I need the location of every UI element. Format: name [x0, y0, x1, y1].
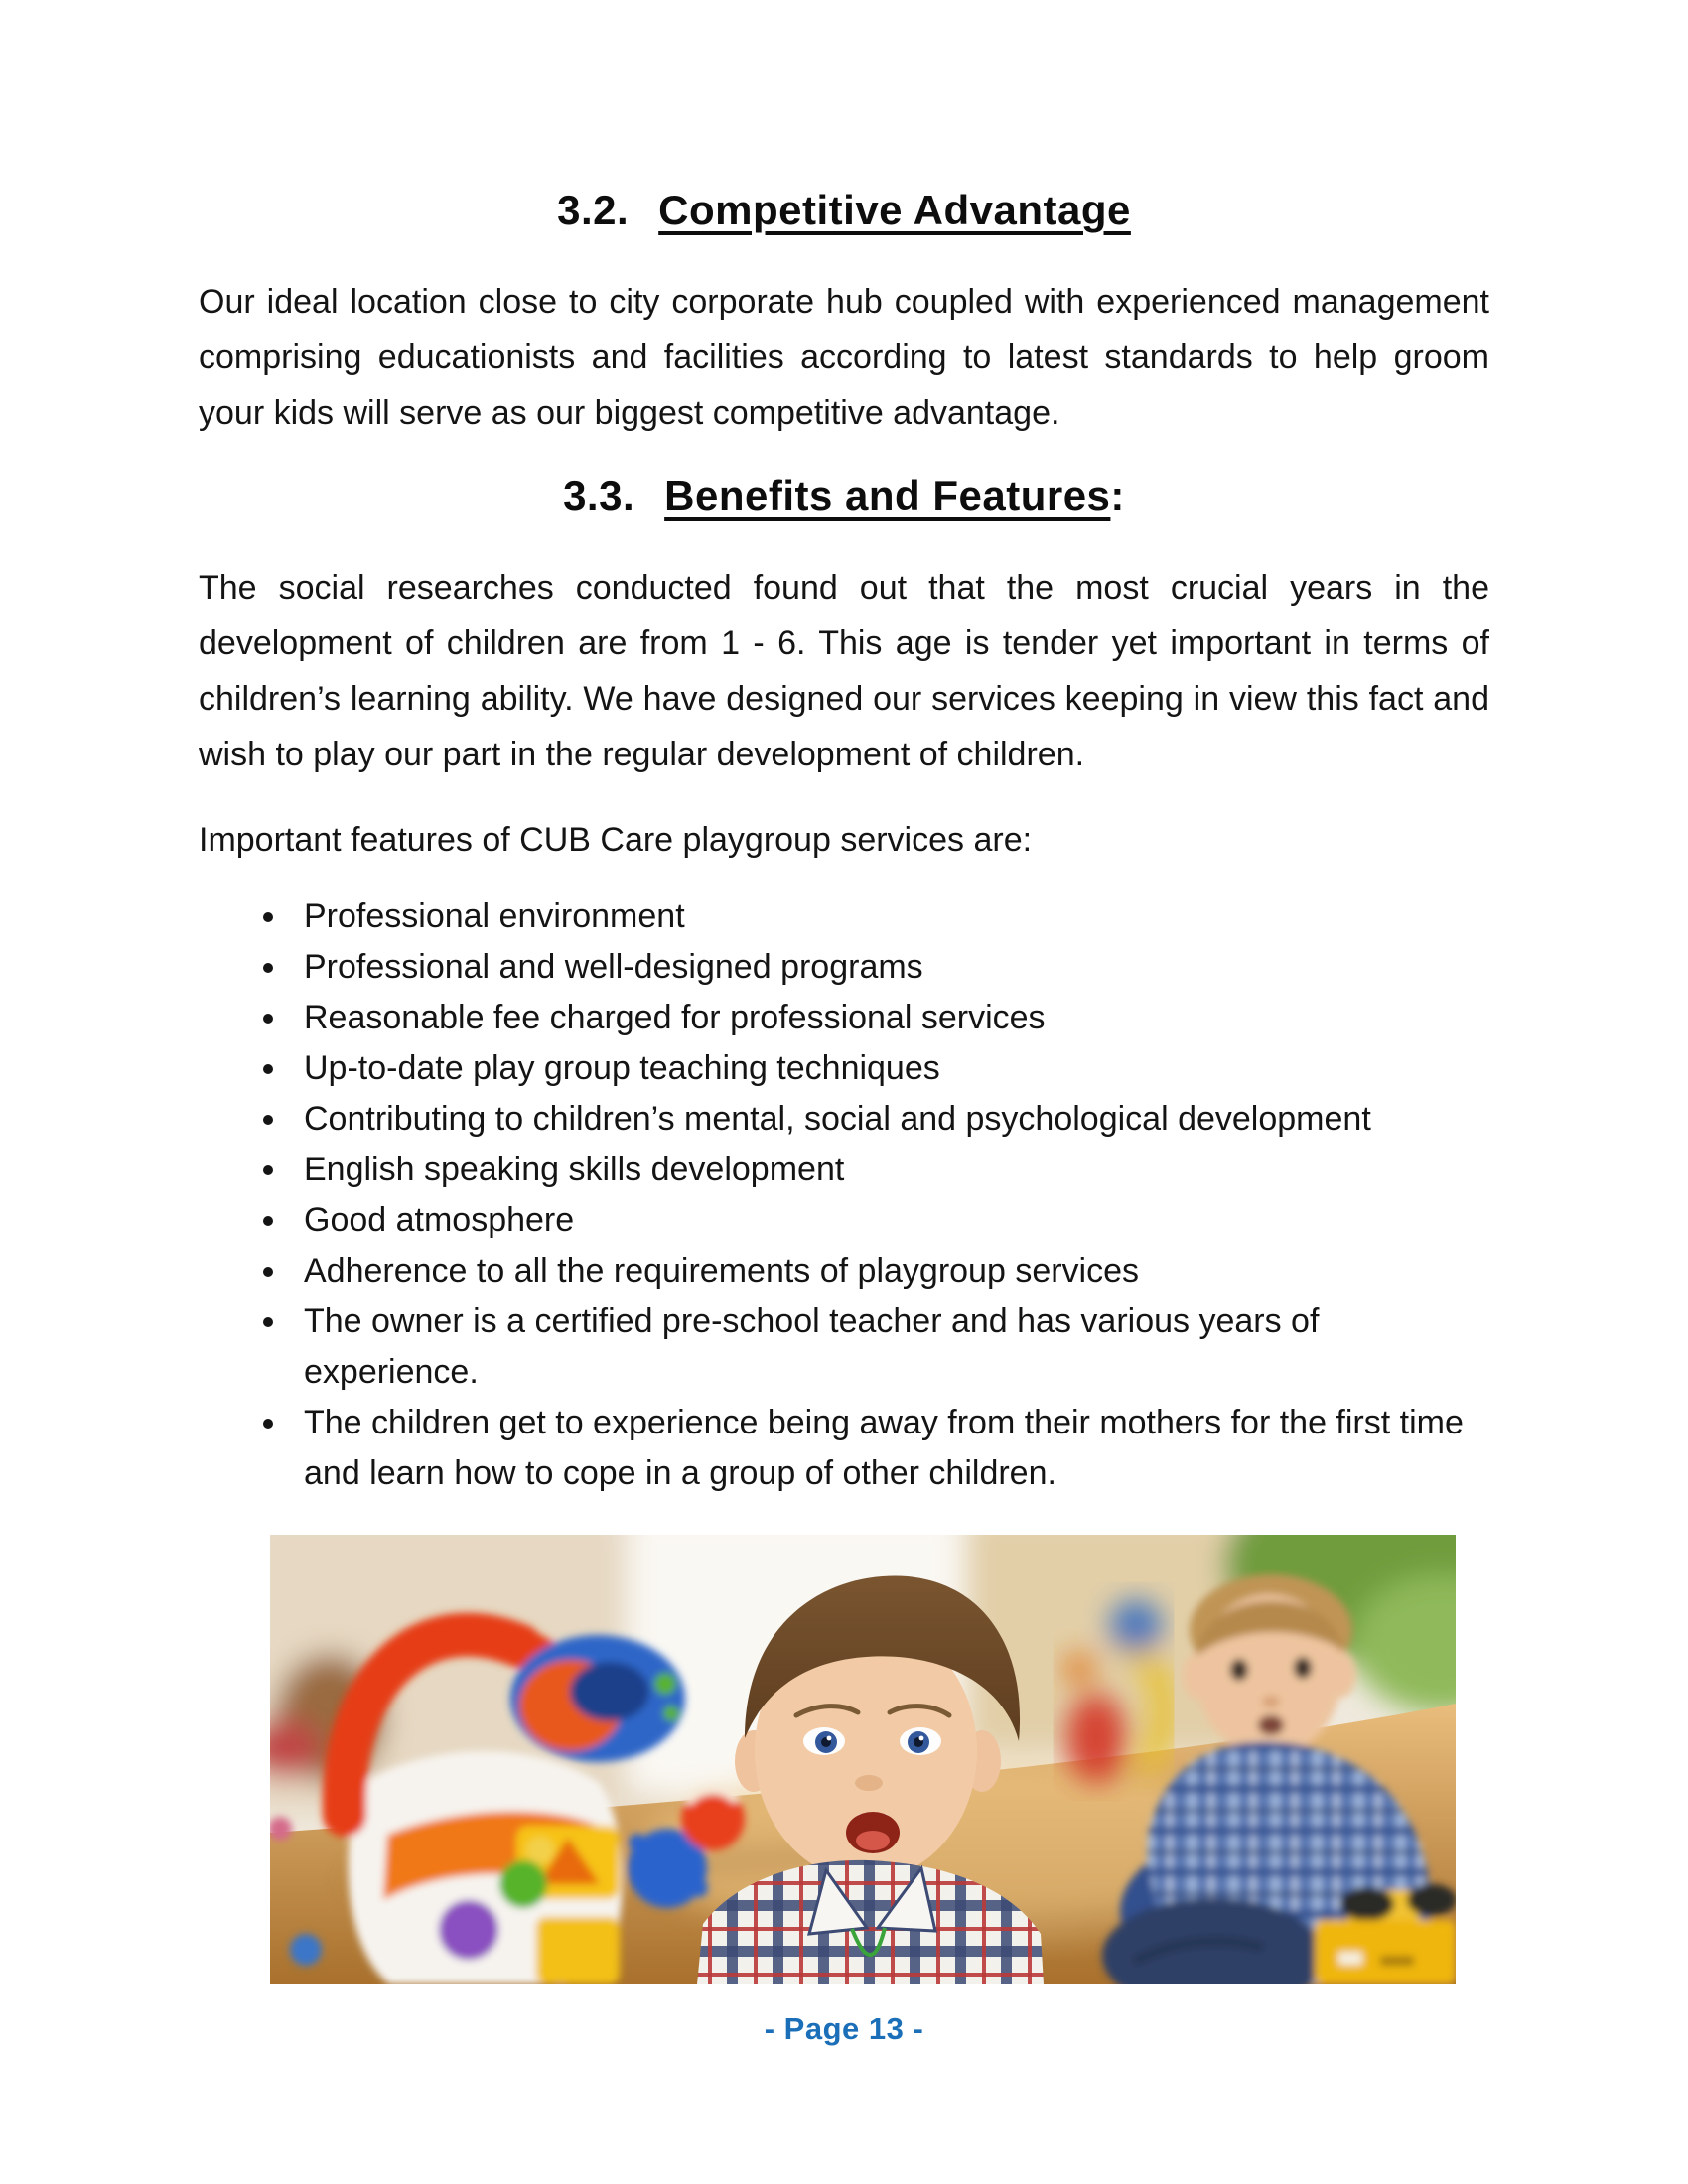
feature-item: • The owner is a certified pre-school teacher and has various years of experience. — [290, 1297, 1489, 1398]
heading-benefits-features — [199, 471, 1489, 522]
feature-item: • Contributing to children’s mental, social and psychological development — [290, 1094, 1489, 1145]
heading-competitive-advantage — [199, 185, 1489, 236]
heading-number: 3.3. — [563, 473, 635, 519]
heading-number: 3.2. — [557, 187, 630, 233]
paragraph-competitive-advantage: Our ideal location close to city corporate hub coupled with experienced management comprising educationists and facilities according to latest standards to help groom your kids will serve as our biggest competitive advantage. — [199, 283, 1489, 432]
children-photo — [270, 1535, 1456, 1984]
feature-item: • Professional environment — [290, 891, 1489, 942]
feature-item: • English speaking skills development — [290, 1145, 1489, 1195]
heading-title: Competitive Advantage — [658, 187, 1131, 233]
paragraph-features-intro: Important features of CUB Care playgroup services are: — [199, 821, 1033, 859]
features-list — [199, 891, 1489, 1499]
heading-suffix: : — [1110, 473, 1125, 519]
feature-item: • The children get to experience being away from their mothers for the first time and learn how to cope in a group of other children. — [290, 1398, 1489, 1499]
feature-item: • Adherence to all the requirements of playgroup services — [290, 1246, 1489, 1297]
feature-item: • Professional and well-designed programs — [290, 942, 1489, 993]
paragraph-benefits-features: The social researches conducted found out that the most crucial years in the development of children are from 1 - 6. This age is tender yet important in terms of children’s learning ability. We have designed our services keeping in view this fact and wish to play our part in the regular development of children. — [199, 569, 1489, 773]
heading-title: Benefits and Features — [664, 473, 1111, 519]
feature-item: • Good atmosphere — [290, 1195, 1489, 1246]
page-number-footer: - Page 13 - — [764, 2011, 924, 2046]
children-photo-illustration — [270, 1535, 1456, 1984]
feature-item: • Reasonable fee charged for professional services — [290, 993, 1489, 1043]
feature-item: • Up-to-date play group teaching techniques — [290, 1043, 1489, 1094]
